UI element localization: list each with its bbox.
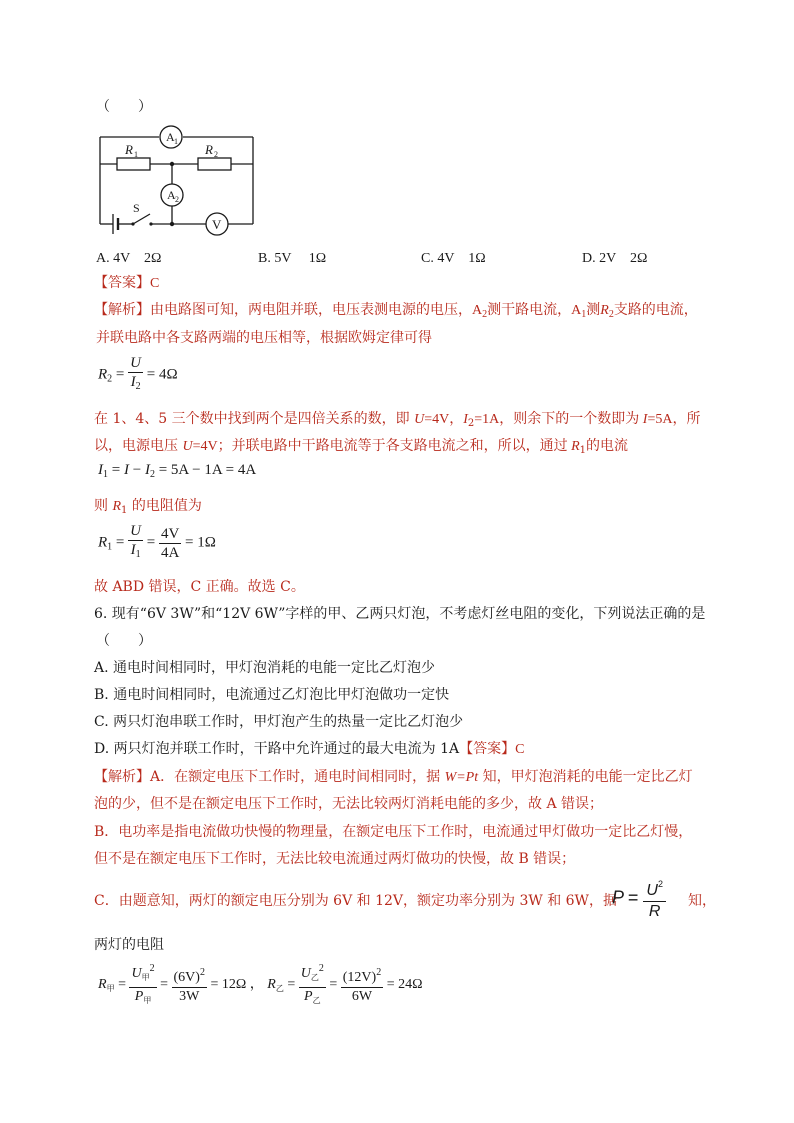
equation-r1: $R_1$ = $\frac{U}{I_1}$ = $\frac{4V}{4A}$ = 1Ω	[98, 523, 216, 561]
option-a: A. 4V 2Ω	[96, 251, 162, 266]
svg-text:1: 1	[174, 137, 178, 146]
svg-text:V: V	[212, 217, 222, 232]
equation-r2: $R_2$ = $\frac{U}{I_2}$ = 4Ω	[98, 355, 178, 392]
q6-analysis-a-line2: 泡的少，但不是在额定电压下工作时，无法比较两灯消耗电能的多少，故 A 错误；	[94, 796, 604, 812]
q6-option-b: B. 通电时间相同时，电流通过乙灯泡比甲灯泡做功一定快	[94, 687, 450, 703]
q6-analysis-a-line1: 【解析】A．在额定电压下工作时，通电时间相同时，据 W=Pt 知，甲灯泡消耗的电能一定比乙灯	[94, 769, 693, 785]
q5-analysis-line2: 并联电路中各支路两端的电压相等，根据欧姆定律可得	[96, 330, 432, 346]
q5-analysis-line3: 在 1、4、5 三个数中找到两个是四倍关系的数，即 U=4V，$I_2=1A$，则余下的一个数即为 I=5A，所	[94, 411, 701, 429]
q6-analysis-c-line2: 两灯的电阻	[94, 937, 164, 953]
equation-lamp-resistances: $R_甲$ = $\frac{U_甲^2}{P_甲}$ = $\frac{(6V)^2}{3W}$ = 12Ω ， $R_乙$ = $\frac{U_乙^2}{P_乙}$ = $\frac{(12V)^2}{6W}$ = 24Ω	[98, 960, 423, 1010]
q6-analysis-c-line1: C．由题意知，两灯的额定电压分别为 6V 和 12V，额定功率分别为 3W 和 6W，据	[94, 893, 617, 909]
q5-analysis-line1: 【解析】由电路图可知，两电阻并联，电压表测电源的电压，$A_2$测干路电流，$A_1$测$R_2$支路的电流，	[94, 302, 698, 320]
q6-option-c: C. 两只灯泡串联工作时，甲灯泡产生的热量一定比乙灯泡少	[94, 714, 464, 730]
svg-text:2: 2	[175, 195, 179, 204]
q5-conclusion: 故 ABD 错误，C 正确。故选 C。	[94, 579, 305, 595]
svg-text:A: A	[167, 188, 176, 202]
question-paren: （ ）	[96, 99, 152, 115]
label-r1: R	[125, 142, 133, 157]
label-switch: S	[133, 201, 140, 215]
option-b: B. 5V 1Ω	[258, 251, 327, 266]
q6-option-a: A. 通电时间相同时，甲灯泡消耗的电能一定比乙灯泡少	[94, 660, 436, 676]
q5-analysis-line4: 以，电源电压 U=4V；并联电路中干路电流等于各支路电流之和，所以，通过 $R_1$的电流	[94, 438, 629, 456]
equation-i1: $I_1 = I - I_2 = 5A - 1A = 4A$	[98, 462, 257, 480]
q6-analysis-c-line1-end: 知，	[688, 893, 716, 909]
option-c: C. 4V 1Ω	[421, 251, 486, 266]
ammeter-a2	[161, 184, 183, 206]
formula-power: P = $\frac{U^2}{R}$	[612, 874, 666, 922]
q5-answer: 【答案】C	[94, 275, 160, 291]
q6-analysis-b-line2: 但不是在额定电压下工作时，无法比较电流通过两灯做功的快慢，故 B 错误；	[94, 851, 576, 867]
q6-option-d: D. 两只灯泡并联工作时，干路中允许通过的最大电流为 1A【答案】C	[94, 741, 525, 757]
svg-text:A: A	[166, 130, 175, 144]
label-r2: R	[205, 142, 213, 157]
svg-text:2: 2	[214, 150, 218, 159]
option-d: D. 2V 2Ω	[582, 251, 648, 266]
resistor-r2	[198, 158, 231, 170]
q5-analysis-line5: 则 $R_1$ 的电阻值为	[94, 498, 202, 516]
q6-stem: 6. 现有“6V 3W”和“12V 6W”字样的甲、乙两只灯泡，不考虑灯丝电阻的变化，下列说法正确的是	[94, 606, 706, 622]
q6-paren: （ ）	[96, 633, 152, 649]
svg-text:1: 1	[134, 150, 138, 159]
circuit-diagram	[95, 120, 260, 238]
q6-analysis-b-line1: B．电功率是指电流做功快慢的物理量，在额定电压下工作时，电流通过甲灯做功一定比乙灯慢，	[94, 824, 693, 840]
voltmeter	[206, 213, 228, 235]
resistor-r1	[117, 158, 150, 170]
ammeter-a1	[160, 126, 182, 148]
